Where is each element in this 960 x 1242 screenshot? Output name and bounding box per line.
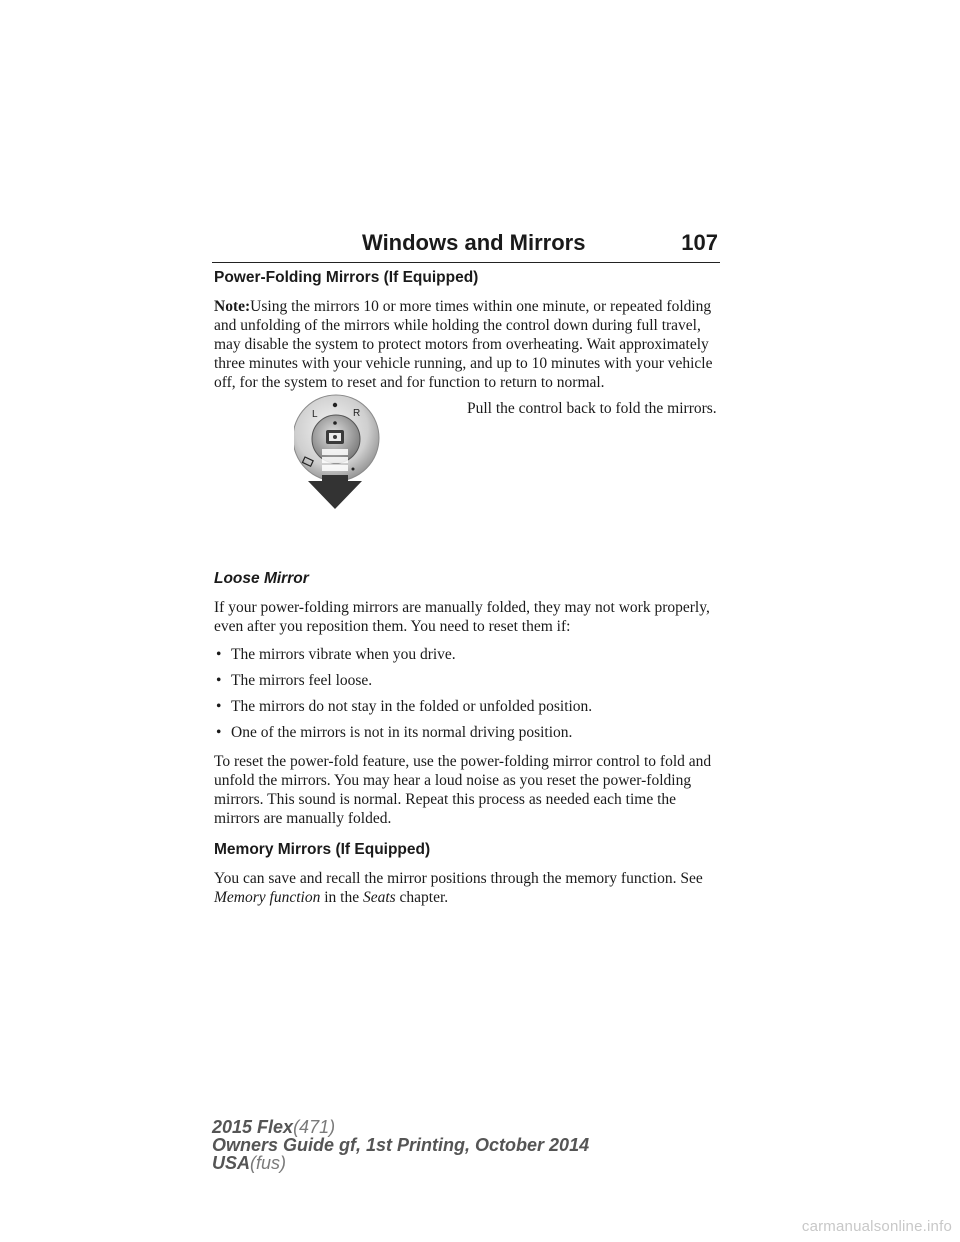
list-item: • The mirrors vibrate when you drive.	[216, 646, 456, 663]
loose-mirror-list	[214, 645, 722, 742]
note-paragraph	[214, 297, 722, 392]
footer-market-code: (fus)	[250, 1153, 287, 1173]
watermark: carmanualsonline.info	[801, 1218, 952, 1235]
figure-caption: Pull the control back to fold the mirrors.	[467, 400, 717, 417]
footer-market: USA	[212, 1153, 251, 1173]
chapter-title: Windows and Mirrors	[362, 230, 586, 255]
reset-instructions: To reset the power-fold feature, use the power-folding mirror control to fold and unfold the mirrors. You may hear a loud noise as you reset the power-folding mirrors. This sound is normal. Repeat this process as needed each time the mirrors are manually folded.	[214, 753, 712, 827]
memory-function-reference: Memory function	[214, 889, 321, 906]
figure-label-l: L	[312, 409, 318, 420]
note-text: Using the mirrors 10 or more times within one minute, or repeated folding and unfolding of the mirrors while holding the control down during full travel, may disable the system to protect motors from overheating. Wait approximately three minutes with your vehicle running, and up to 10 minutes with your vehicle off, for the system to reset and for function to return to normal.	[214, 298, 713, 391]
list-item: • One of the mirrors is not in its normal driving position.	[216, 724, 573, 741]
loose-mirror-intro: If your power-folding mirrors are manually folded, they may not work properly, even after you reposition them. You need to reset them if:	[214, 599, 710, 635]
pull-back-arrow	[308, 475, 362, 509]
mirror-control-illustration	[294, 393, 384, 521]
figure-row	[214, 395, 722, 545]
list-item: • The mirrors do not stay in the folded or unfolded position.	[216, 698, 593, 715]
section-heading-loose-mirror: Loose Mirror	[214, 570, 309, 587]
list-item: • The mirrors feel loose.	[216, 672, 373, 689]
section-heading-power-folding: Power-Folding Mirrors (If Equipped)	[214, 269, 479, 286]
section-heading-memory-mirrors: Memory Mirrors (If Equipped)	[214, 841, 431, 858]
footer-code: (471)	[293, 1117, 336, 1137]
memory-mirrors-text: You can save and recall the mirror positions through the memory function. See Memory function in the Seats chapter.	[214, 870, 703, 906]
running-header	[212, 228, 720, 263]
mirror-control-figure	[294, 393, 384, 521]
footer-printing: Owners Guide gf, 1st Printing, October 2014	[212, 1135, 590, 1155]
page-number: 107	[681, 230, 718, 255]
print-footer	[212, 1118, 589, 1172]
footer-model: 2015 Flex	[212, 1117, 294, 1137]
seats-chapter-reference: Seats	[362, 889, 396, 906]
note-label: Note:	[214, 298, 251, 315]
page-content	[214, 268, 722, 907]
figure-label-r: R	[353, 408, 361, 419]
